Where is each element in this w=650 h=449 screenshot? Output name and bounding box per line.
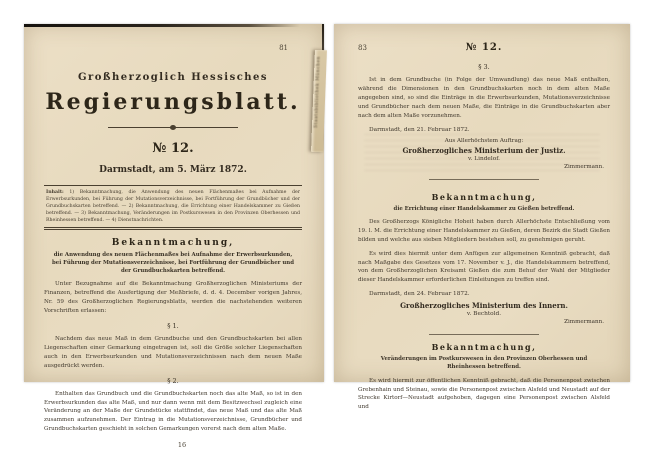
table-of-contents-box: [44, 185, 302, 230]
handelskammer-heading: Bekanntmachung,: [431, 191, 537, 202]
scan-edge-artifact: [24, 24, 324, 27]
masthead-kicker: Großherzoglich Hessisches: [77, 72, 269, 83]
scanned-page-right: [334, 24, 630, 411]
toc-label: Inhalt:: [46, 189, 64, 195]
section-1-label: § 1.: [167, 321, 179, 330]
post-para: Es wird hiermit zur öffentlichen Kenntniß gebracht, daß die Personenpost zwischen Grebenhain und Steinau, sowie die Personenpost zwischen Alsfeld und Neustadt auf der Strecke Kirtorf—Neustadt aufgehoben, dagegen eine Personenpost zwischen Alsfeld und: [358, 377, 610, 411]
library-stamp-text: Staatsbibliothek München: [313, 55, 322, 129]
handelskammer-para-1: Des Großherzogs Königliche Hoheit haben durch Allerhöchste Entschließung vom 19. l. M. die Errichtung einer Handelskammer zu Gießen, deren Bezirk die Stadt Gießen bilden und welche aus sieben Mitgliedern bestehen soll, zu genehmigen geruht.: [358, 218, 610, 243]
section-1-text: Nachdem das neue Maß in dem Grundbuche und den Grundbuchskarten bei allen Liegenschaften einer Gemarkung eingetragen ist, soll die Größe solcher Liegenschaften auch in den Erwerbsurkunden und Mutationsverzeichnissen nach dem neuen Maße ausgedrückt werden.: [44, 335, 302, 369]
handelskammer-para-2: Es wird dies hiermit unter dem Anfügen zur allgemeinen Kenntniß gebracht, daß nach Maßgabe des Gesetzes vom 17. November v. J., die Handelskammern betreffend, von dem Großherzoglichen Kreisamt Gießen die zum Behuf der Wahl der Mitglieder dieser Handelskammer erforderlichen Einleitungen zu treffen sind.: [358, 250, 610, 284]
sheet-signature-mark: 16: [177, 441, 187, 449]
ornament-center: [170, 125, 176, 130]
announcement-intro: Unter Bezugnahme auf die Bekanntmachung Großherzoglichen Ministeriums der Finanzen, betreffend die Ausfertigung der Meßbriefe, d. d. 4. December vorigen Jahres, Nr. 59 des Großherzoglichen Regierungsblatts, werden die nachstehenden weiteren Vorschriften erlassen:: [44, 281, 302, 314]
section-2-text: Enthalten das Grundbuch und die Grundbuchskarten noch das alte Maß, so ist in den Erwerbsurkunden das alte Maß, und nur dann wenn mit dem Besitzwechsel zugleich eine Veränderung an der Maße der Grundstücke stattfindet, das neue Maß und das alte Maß zusammen aufzunehmen. Der Eintrag in die Mutationsverzeichnisse, Grundbücher und Grundbuchskarten geschieht in solchen Gemarkungen vorerst nach dem alten Maße.: [44, 390, 302, 433]
section-2-label: § 2.: [167, 376, 179, 385]
interior-signer: v. Bechtold.: [466, 311, 502, 318]
running-header: [358, 42, 610, 53]
page-number: 83: [358, 44, 367, 52]
page-number: 81: [279, 44, 288, 52]
post-heading: Bekanntmachung,: [431, 342, 537, 353]
interior-ministry-name: Großherzogliches Ministerium des Innern.: [400, 301, 568, 311]
announcement-subheading: die Anwendung des neuen Flächenmaßes bei Aufnahme der Erwerbsurkunden, bei Führung der Mutationsverzeichnisse, bei Fortführung der Grundbücher und der Grundbuchskarten betreffend.: [52, 251, 294, 274]
post-subheading: Veränderungen im Postkurswesen in den Provinzen Oberhessen und Rheinhessen betreffend.: [380, 356, 588, 371]
interior-countersigner: Zimmermann.: [564, 319, 604, 326]
issue-dateline: Darmstadt, am 5. März 1872.: [99, 165, 247, 175]
handelskammer-subheading: die Errichtung einer Handelskammer zu Gießen betreffend.: [393, 205, 575, 212]
scanned-page-left: [24, 24, 324, 449]
library-edge-slip: [311, 50, 327, 152]
justice-countersigner: Zimmermann.: [564, 163, 604, 170]
justice-dateline: Darmstadt, den 21. Februar 1872.: [369, 126, 470, 133]
justice-signer: v. Lindelof.: [468, 155, 500, 162]
justice-ministry-name: Großherzogliches Ministerium der Justiz.: [402, 145, 566, 155]
section-divider: [429, 179, 539, 180]
section-3-text: Ist in dem Grundbuche (in Folge der Umwandlung) das neue Maß enthalten, während die Dimensionen in den Grundbuchskarten noch in dem alten Maße angegeben sind, so sind die Einträge in die Erwerbsurkunden, Mutationsverzeichnisse und Grundbücher nach dem neuen Maße, die Einträge in die Grundbuchskarten aber nach dem alten Maße vorzunehmen.: [358, 77, 610, 119]
running-issue-number: № 12.: [465, 42, 503, 53]
auftrag-line: Aus Allerhöchstem Auftrag:: [444, 137, 524, 144]
section-3-label: § 3.: [478, 63, 490, 71]
issue-number: № 12.: [152, 141, 194, 156]
ornament-divider: [108, 124, 238, 131]
section-divider: [429, 334, 539, 335]
handelskammer-dateline: Darmstadt, den 24. Februar 1872.: [369, 291, 470, 298]
announcement-heading: Bekanntmachung,: [111, 237, 235, 248]
toc-text: 1) Bekanntmachung, die Anwendung des neuen Flächenmaßes bei Aufnahme der Erwerbsurkunden, bei Führung der Mutationsverzeichnisse, bei Fortführung der Grundbücher und der Grundbuchskarten betreffend. — 2) Bekanntmachung, die Errichtung einer Handelskammer zu Gießen betreffend. — 3) Bekanntmachung, Veränderungen im Postkurswesen in den Provinzen Oberhessen und Rheinhessen betreffend. — 4) Dienstnachrichten.: [46, 189, 300, 223]
masthead-title: Regierungsblatt.: [45, 89, 301, 115]
bleed-through-artifact: [364, 134, 600, 174]
